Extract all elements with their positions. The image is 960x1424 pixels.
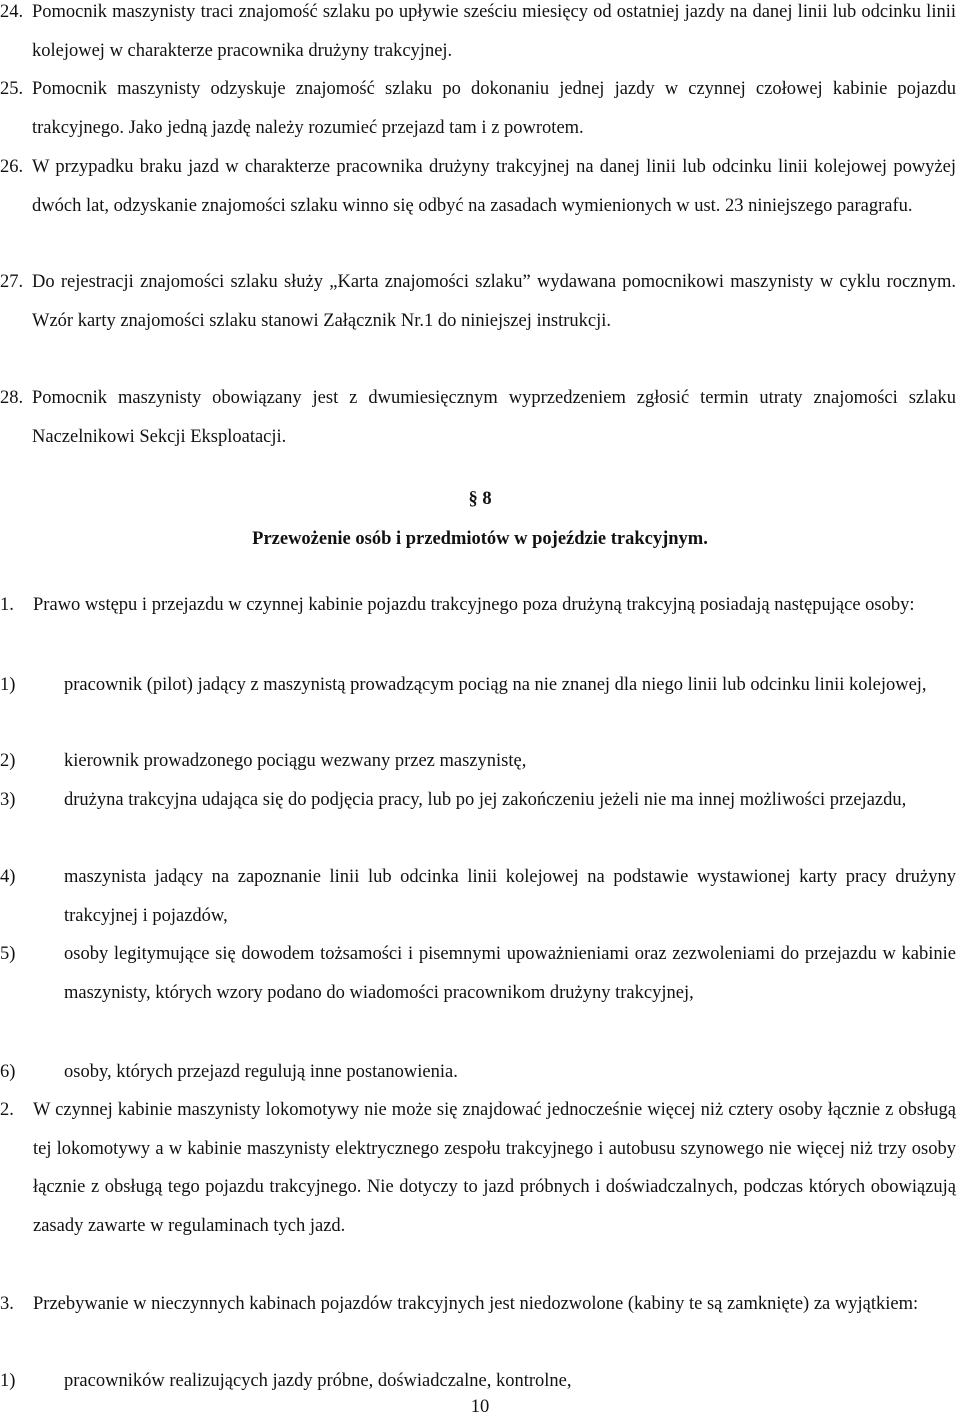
- list-item-text: pracownik (pilot) jadący z maszynistą prowadzącym pociąg na nie znanej dla niego linii lub odcinku linii kolejowej,: [64, 675, 927, 695]
- list-item-number: 6): [0, 1062, 16, 1082]
- point-number: 3.: [0, 1294, 14, 1314]
- paragraph-26: [0, 148, 956, 225]
- point-text: W czynnej kabinie maszynisty lokomotywy nie może się znajdować jednocześnie więcej niż cztery osoby łącznie z obsługą tej lokomotywy a w kabinie maszynisty elektrycznego zespołu trakcyjnego i autobusu szynowego nie więcej niż trzy osoby łącznie z obsługą tego pojazdu trakcyjnego. Nie dotyczy to jazd próbnych i doświadczalnych, podczas których obowiązują zasady zawarte w regulaminach tych jazd.: [33, 1100, 956, 1236]
- section-number: § 8: [468, 489, 492, 509]
- paragraph-number: 27.: [0, 272, 24, 292]
- paragraph-text: Pomocnik maszynisty obowiązany jest z dwumiesięcznym wyprzedzeniem zgłosić termin utraty znajomości szlaku Naczelnikowi Sekcji Eksploatacji.: [32, 388, 956, 447]
- paragraph-number: 24.: [0, 2, 24, 22]
- list-item-text: osoby, których przejazd regulują inne postanowienia.: [64, 1062, 458, 1082]
- point-2: [0, 1091, 956, 1245]
- list-item-text: drużyna trakcyjna udająca się do podjęcia pracy, lub po jej zakończeniu jeżeli nie ma innej możliwości przejazdu,: [64, 790, 907, 810]
- paragraph-24: [0, 0, 956, 70]
- list-item-number: 2): [0, 751, 16, 771]
- list-item: [0, 742, 956, 781]
- list-item: [0, 858, 956, 935]
- paragraph-text: Pomocnik maszynisty odzyskuje znajomość szlaku po dokonaniu jednej jazdy w czynnej czołowej kabinie pojazdu trakcyjnego. Jako jedną jazdę należy rozumieć przejazd tam i z powrotem.: [32, 79, 956, 138]
- list-item-number: 1): [0, 675, 16, 695]
- list-item: [0, 1053, 956, 1092]
- section-title: Przewożenie osób i przedmiotów w pojeździe trakcyjnym.: [252, 529, 708, 549]
- list-item-number: 5): [0, 944, 16, 964]
- point-text: Prawo wstępu i przejazdu w czynnej kabinie pojazdu trakcyjnego poza drużyną trakcyjną posiadają następujące osoby:: [33, 595, 915, 615]
- paragraph-27: [0, 263, 956, 340]
- paragraph-number: 28.: [0, 388, 24, 408]
- paragraph-text: Pomocnik maszynisty traci znajomość szlaku po upływie sześciu miesięcy od ostatniej jazdy na danej linii lub odcinku linii kolejowej w charakterze pracownika drużyny trakcyjnej.: [32, 2, 956, 61]
- paragraph-text: Do rejestracji znajomości szlaku służy „Karta znajomości szlaku” wydawana pomocnikowi maszynisty w cyklu rocznym. Wzór karty znajomości szlaku stanowi Załącznik Nr.1 do niniejszej instrukcji.: [32, 272, 956, 331]
- list-item-number: 3): [0, 790, 16, 810]
- list-item-text: pracowników realizujących jazdy próbne, doświadczalne, kontrolne,: [64, 1371, 572, 1391]
- paragraph-25: [0, 70, 956, 147]
- paragraph-28: [0, 379, 956, 456]
- list-item-text: maszynista jadący na zapoznanie linii lub odcinka linii kolejowej na podstawie wystawionej karty pracy drużyny trakcyjnej i pojazdów,: [64, 867, 956, 926]
- list-item-text: osoby legitymujące się dowodem tożsamości i pisemnymi upoważnieniami oraz zezwoleniami do przejazdu w kabinie maszynisty, których wzory podano do wiadomości pracownikom drużyny trakcyjnej,: [64, 944, 956, 1003]
- point-text: Przebywanie w nieczynnych kabinach pojazdów trakcyjnych jest niedozwolone (kabiny te są zamknięte) za wyjątkiem:: [33, 1294, 919, 1314]
- point-number: 2.: [0, 1100, 14, 1120]
- list-item: [0, 935, 956, 1012]
- paragraph-number: 26.: [0, 157, 24, 177]
- list-item: [0, 1362, 956, 1401]
- page-number: 10: [470, 1397, 490, 1417]
- list-item-number: 4): [0, 867, 16, 887]
- list-item: [0, 781, 956, 820]
- point-1: [0, 586, 956, 625]
- list-item-text: kierownik prowadzonego pociągu wezwany przez maszynistę,: [64, 751, 527, 771]
- list-item-number: 1): [0, 1371, 16, 1391]
- point-number: 1.: [0, 595, 14, 615]
- point-3: [0, 1285, 956, 1324]
- paragraph-number: 25.: [0, 79, 24, 99]
- list-item: [0, 666, 956, 705]
- paragraph-text: W przypadku braku jazd w charakterze pracownika drużyny trakcyjnej na danej linii lub odcinku linii kolejowej powyżej dwóch lat, odzyskanie znajomości szlaku winno się odbyć na zasadach wymienionych w ust. 23 niniejszego paragrafu.: [32, 157, 956, 216]
